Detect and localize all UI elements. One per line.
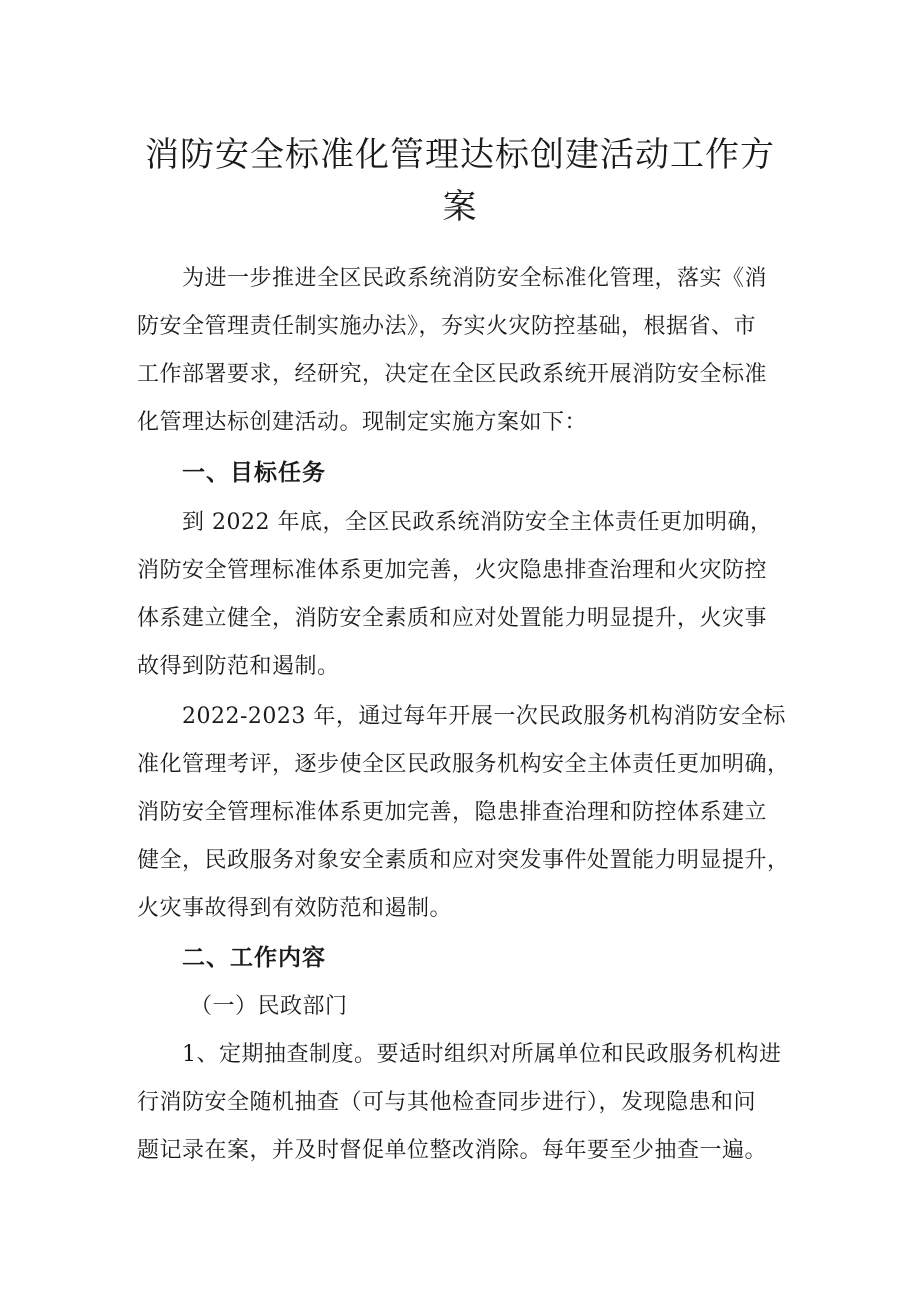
- paragraph-line: 到 2022 年底，全区民政系统消防安全主体责任更加明确，: [182, 510, 773, 535]
- paragraph-line: 体系建立健全，消防安全素质和应对处置能力明显提升，火灾事: [137, 606, 768, 631]
- paragraph-line: 消防安全管理标准体系更加完善，隐患排查治理和防控体系建立: [137, 800, 768, 825]
- paragraph-line: 题记录在案，并及时督促单位整改消除。每年要至少抽查一遍。: [137, 1138, 768, 1163]
- intro-line: 工作部署要求，经研究，决定在全区民政系统开展消防安全标准: [137, 362, 768, 387]
- subsection-heading: （一）民政部门: [190, 994, 348, 1019]
- section-heading-work-content: 二、工作内容: [182, 945, 326, 971]
- paragraph-line: 火灾事故得到有效防范和遏制。: [137, 896, 453, 921]
- paragraph-line: 消防安全管理标准体系更加完善，火灾隐患排查治理和火灾防控: [137, 558, 768, 583]
- section-heading-targets: 一、目标任务: [182, 460, 326, 486]
- intro-line: 化管理达标创建活动。现制定实施方案如下：: [137, 410, 588, 435]
- document-title-line-2: 案: [442, 187, 478, 227]
- paragraph-line: 健全，民政服务对象安全素质和应对突发事件处置能力明显提升，: [137, 848, 790, 873]
- paragraph-line: 1、定期抽查制度。要适时组织对所属单位和民政服务机构进: [182, 1042, 782, 1067]
- paragraph-line: 行消防安全随机抽查（可与其他检查同步进行），发现隐患和问: [137, 1090, 757, 1115]
- paragraph-line: 2022-2023 年，通过每年开展一次民政服务机构消防安全标: [182, 704, 786, 729]
- intro-line: 为进一步推进全区民政系统消防安全标准化管理，落实《消: [182, 266, 768, 291]
- document-title-line-1: 消防安全标准化管理达标创建活动工作方: [145, 135, 775, 175]
- paragraph-line: 故得到防范和遏制。: [137, 654, 340, 679]
- intro-line: 防安全管理责任制实施办法》，夯实火灾防控基础，根据省、市: [137, 314, 757, 339]
- paragraph-line: 准化管理考评，逐步使全区民政服务机构安全主体责任更加明确，: [137, 752, 790, 777]
